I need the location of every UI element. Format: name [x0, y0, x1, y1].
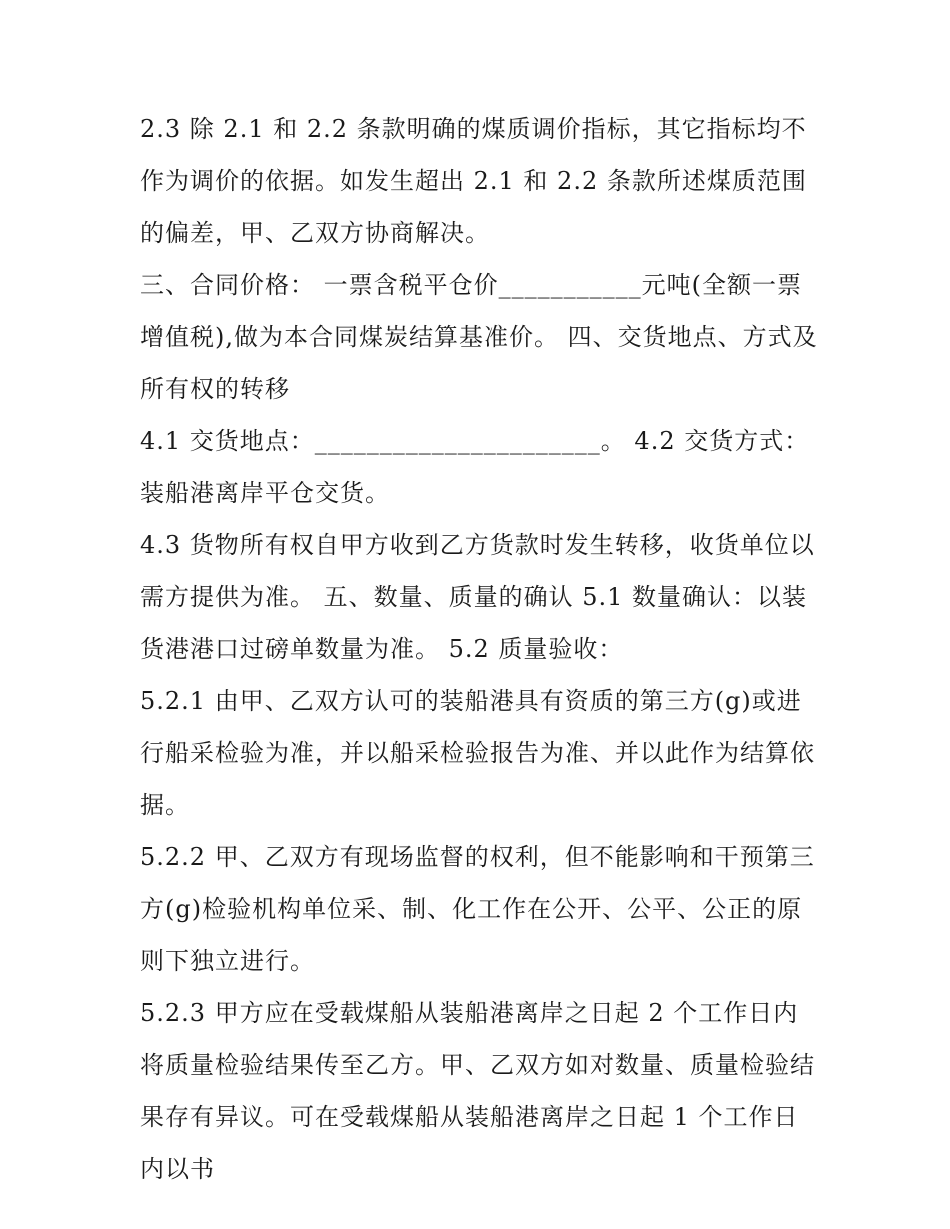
paragraph-5-2-3: 5.2.3 甲方应在受载煤船从装船港离岸之日起 2 个工作日内将质量检验结果传至乙方。甲、乙双方如对数量、质量检验结果存有异议。可在受载煤船从装船港离岸之日起 1 个工作日内以书 — [140, 999, 815, 1183]
paragraph-4-1: 4.1 交货地点：______________________。 4.2 交货方式：装船港离岸平仓交货。 — [140, 427, 810, 507]
paragraph-5-2-2: 5.2.2 甲、乙双方有现场监督的权利，但不能影响和干预第三方(g)检验机构单位采、制、化工作在公开、公平、公正的原则下独立进行。 — [140, 843, 815, 975]
paragraph-contract-price: 三、合同价格： 一票含税平仓价___________元吨(全额一票增值税),做为本合同煤炭结算基准价。 四、交货地点、方式及所有权的转移 — [140, 271, 818, 403]
paragraph-4-3: 4.3 货物所有权自甲方收到乙方货款时发生转移，收货单位以需方提供为准。 五、数量、质量的确认 5.1 数量确认：以装货港港口过磅单数量为准。 5.2 质量验收： — [140, 531, 815, 663]
paragraph-2-3: 2.3 除 2.1 和 2.2 条款明确的煤质调价指标，其它指标均不作为调价的依据。如发生超出 2.1 和 2.2 条款所述煤质范围的偏差，甲、乙双方协商解决。 — [140, 115, 807, 247]
paragraph-5-2-1: 5.2.1 由甲、乙双方认可的装船港具有资质的第三方(g)或进行船采检验为准，并以船采检验报告为准、并以此作为结算依据。 — [140, 687, 815, 819]
document-body — [140, 103, 820, 1195]
